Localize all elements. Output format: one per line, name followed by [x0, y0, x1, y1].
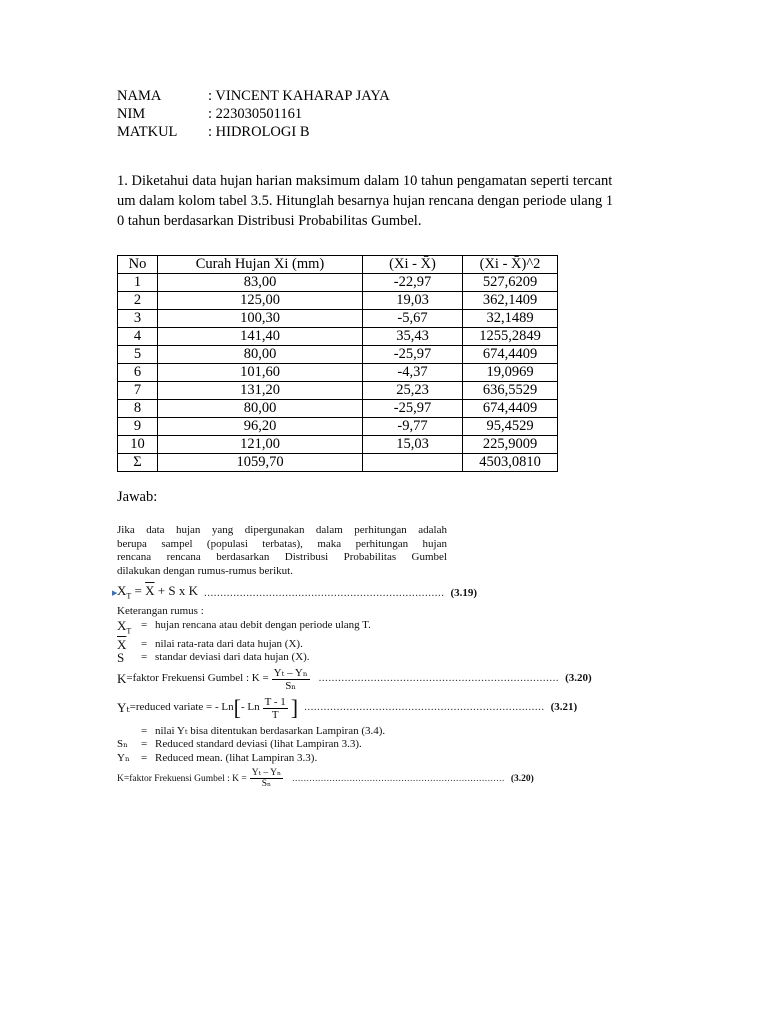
identity-label: MATKUL — [117, 124, 178, 140]
y-text: reduced variate = - Ln — [135, 701, 234, 714]
formula-dots: .......................................................................... — [318, 672, 560, 685]
table-total-row — [118, 454, 558, 472]
cell-rainfall: 96,20 — [158, 418, 363, 436]
excerpt-intro-line: rencana rencana berdasarkan Distribusi Probabilitas Gumbel — [117, 551, 447, 563]
identity-label: NAMA — [117, 88, 162, 104]
cell-no: 10 — [118, 436, 158, 454]
legend2-text: nilai Yₜ bisa ditentukan berdasarkan Lampiran (3.4). — [155, 724, 386, 737]
table-row — [118, 328, 558, 346]
identity-value: : VINCENT KAHARAP JAYA — [208, 88, 390, 104]
identity-value: : HIDROLOGI B — [208, 124, 310, 140]
keterangan-title: Keterangan rumus : — [117, 605, 204, 618]
k-symbol: K — [117, 671, 127, 687]
k-small-equals: = — [123, 773, 130, 784]
identity-label: NIM — [117, 106, 146, 122]
y-symbol: Yₜ — [117, 700, 130, 716]
y-fraction — [263, 696, 288, 721]
cell-deviation-squared: 225,9009 — [463, 436, 558, 454]
table-header-row — [118, 256, 558, 274]
legend-text: nilai rata-rata dari data hujan (X). — [155, 637, 303, 650]
cell-no: 2 — [118, 292, 158, 310]
cell-no: 1 — [118, 274, 158, 292]
legend-symbol: S — [117, 650, 125, 666]
cell-deviation: 19,03 — [363, 292, 463, 310]
rainfall-table — [117, 255, 558, 472]
question-line: um dalam kolom tabel 3.5. Hitunglah besarnya hujan rencana dengan periode ulang 1 — [117, 193, 614, 209]
table-row — [118, 382, 558, 400]
cell-no: 6 — [118, 364, 158, 382]
table-row — [118, 400, 558, 418]
table-row — [118, 346, 558, 364]
excerpt-intro-line: berupa sampel (populasi terbatas), maka perhitungan hujan — [117, 537, 447, 550]
y-inner-ln: - Ln — [240, 701, 260, 714]
k-fraction-bottom: Sₙ — [285, 679, 297, 692]
cell-rainfall: 125,00 — [158, 292, 363, 310]
k-small-symbol: K — [117, 773, 124, 784]
cell-deviation: -5,67 — [363, 310, 463, 328]
legend-equals: = — [141, 618, 148, 631]
legend2-row — [117, 752, 447, 766]
cell-deviation: -4,37 — [363, 364, 463, 382]
header-deviation-squared: (Xi - X̄)^2 — [463, 256, 558, 274]
formula-number: (3.21) — [550, 701, 578, 714]
cell-rainfall: 141,40 — [158, 328, 363, 346]
y-fraction-top: T - 1 — [264, 695, 286, 708]
cell-deviation: 15,03 — [363, 436, 463, 454]
cell-no: 5 — [118, 346, 158, 364]
cell-no: 8 — [118, 400, 158, 418]
left-bracket-icon: [ — [233, 695, 241, 721]
table-row — [118, 418, 558, 436]
cell-deviation-squared: 636,5529 — [463, 382, 558, 400]
y-fraction-bottom: T — [271, 708, 279, 721]
cell-deviation-squared: 1255,2849 — [463, 328, 558, 346]
cell-rainfall: 121,00 — [158, 436, 363, 454]
identity-row-nim — [117, 105, 390, 123]
total-deviation-squared: 4503,0810 — [463, 454, 558, 472]
header-no: No — [118, 256, 158, 274]
cell-deviation: -22,97 — [363, 274, 463, 292]
cell-deviation: -25,97 — [363, 400, 463, 418]
cell-deviation-squared: 19,0969 — [463, 364, 558, 382]
legend-symbol: $X_T$ — [117, 617, 132, 636]
cell-rainfall: 131,20 — [158, 382, 363, 400]
formula-number: (3.20) — [510, 773, 534, 784]
table-row — [118, 310, 558, 328]
formula-main-expression: $X_T = \overline{X} + S$ x K — [117, 583, 198, 601]
identity-row-matkul — [117, 123, 390, 141]
table-row — [118, 274, 558, 292]
question-text — [117, 171, 652, 231]
cell-deviation-squared: 674,4409 — [463, 346, 558, 364]
formula-number: (3.20) — [565, 672, 592, 685]
identity-block — [117, 87, 390, 141]
table-row — [118, 292, 558, 310]
cell-deviation: 25,23 — [363, 382, 463, 400]
question-line: 1. Diketahui data hujan harian maksimum dalam 10 tahun pengamatan seperti tercant — [117, 173, 613, 189]
legend2-equals: = — [141, 724, 148, 737]
k-small-fraction-bottom: Sₙ — [261, 779, 272, 790]
legend-text: hujan rencana atau debit dengan periode ulang T. — [155, 618, 371, 631]
formula-dots: .......................................................................... — [292, 773, 505, 784]
excerpt-intro-line: Jika data hujan yang dipergunakan dalam perhitungan adalah — [117, 524, 447, 536]
cell-no: 3 — [118, 310, 158, 328]
k-formula-small — [117, 768, 534, 790]
k-text: faktor Frekuensi Gumbel : K = — [132, 672, 269, 685]
k-small-fraction-top: Yₜ – Yₙ — [251, 768, 282, 779]
cell-no: 9 — [118, 418, 158, 436]
legend-equals: = — [141, 637, 148, 650]
formula-excerpt-image — [112, 524, 592, 790]
cell-deviation: 35,43 — [363, 328, 463, 346]
excerpt-intro-line: dilakukan dengan rumus-rumus berikut. — [117, 564, 293, 577]
cell-no: 7 — [118, 382, 158, 400]
cell-deviation-squared: 527,6209 — [463, 274, 558, 292]
cell-no: 4 — [118, 328, 158, 346]
legend2-row — [117, 725, 447, 739]
k-small-fraction — [250, 768, 283, 789]
k-fraction-top: Yₜ – Yₙ — [273, 666, 308, 679]
k-fraction — [272, 667, 310, 692]
cell-deviation-squared: 95,4529 — [463, 418, 558, 436]
k-equals: = — [126, 672, 133, 685]
y-equals: = — [129, 701, 136, 714]
identity-value: : 223030501161 — [208, 106, 303, 122]
formula-dots: .......................................................................... — [304, 701, 545, 714]
total-deviation — [363, 454, 463, 472]
k-small-text: faktor Frekuensi Gumbel : K = — [129, 773, 247, 784]
formula-dots: .......................................................................... — [203, 586, 445, 599]
total-symbol: Σ — [118, 454, 158, 472]
cell-rainfall: 80,00 — [158, 346, 363, 364]
legend2-equals: = — [141, 751, 148, 764]
table-row — [118, 364, 558, 382]
triangle-marker-icon: ▶ — [112, 588, 118, 597]
legend2-symbol: Sₙ — [117, 738, 128, 751]
legend-symbol: $\overline{X}$ — [117, 636, 127, 652]
answer-label: Jawab: — [117, 489, 158, 505]
question-line: 0 tahun berdasarkan Distribusi Probabilitas Gumbel. — [117, 213, 422, 229]
cell-rainfall: 80,00 — [158, 400, 363, 418]
legend-equals: = — [141, 651, 148, 664]
cell-rainfall: 101,60 — [158, 364, 363, 382]
legend2-equals: = — [141, 738, 148, 751]
header-rainfall: Curah Hujan Xi (mm) — [158, 256, 363, 274]
legend2-symbol: Yₙ — [117, 751, 130, 764]
formula-main — [112, 583, 478, 603]
cell-deviation-squared: 32,1489 — [463, 310, 558, 328]
cell-deviation-squared: 362,1409 — [463, 292, 558, 310]
legend-row — [117, 619, 447, 638]
cell-deviation: -25,97 — [363, 346, 463, 364]
legend2-text: Reduced mean. (lihat Lampiran 3.3). — [155, 751, 318, 764]
legend-text: standar deviasi dari data hujan (X). — [155, 651, 310, 664]
formula-number: (3.19) — [450, 586, 478, 599]
table-body — [118, 274, 558, 454]
legend-row — [117, 638, 447, 652]
legend-row — [117, 651, 447, 665]
k-formula — [117, 666, 592, 692]
legend2-symbol — [117, 725, 141, 739]
cell-deviation-squared: 674,4409 — [463, 400, 558, 418]
legend2-text: Reduced standard deviasi (lihat Lampiran 3.3). — [155, 738, 362, 751]
cell-deviation: -9,77 — [363, 418, 463, 436]
cell-rainfall: 83,00 — [158, 274, 363, 292]
y-formula — [117, 695, 578, 721]
excerpt-intro — [117, 524, 447, 578]
right-bracket-icon: ] — [290, 695, 299, 721]
total-rainfall: 1059,70 — [158, 454, 363, 472]
header-deviation: (Xi - X̄) — [363, 256, 463, 274]
identity-row-nama — [117, 87, 390, 105]
cell-rainfall: 100,30 — [158, 310, 363, 328]
legend2-row — [117, 738, 447, 752]
table-row — [118, 436, 558, 454]
